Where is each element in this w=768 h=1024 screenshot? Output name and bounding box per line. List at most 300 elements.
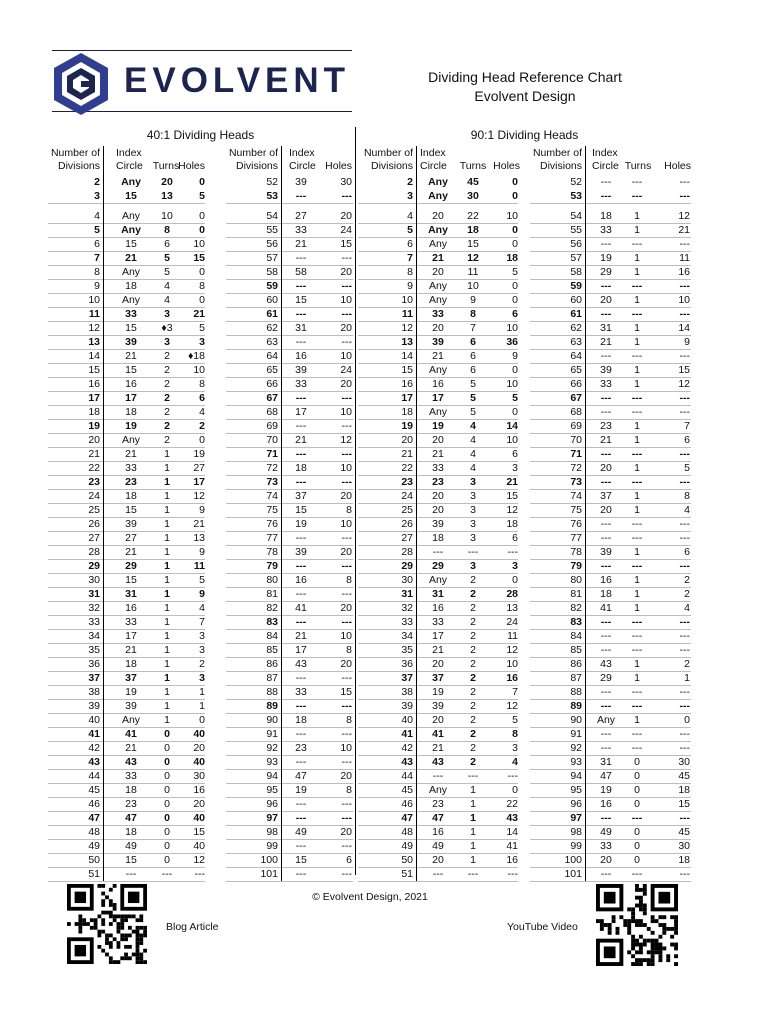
table-row [530, 559, 691, 574]
title-line-2: Evolvent Design [474, 88, 576, 104]
video-qr-code-icon[interactable] [596, 884, 684, 966]
index-circle-cell: 21 [125, 350, 137, 362]
divisions-cell: 47 [88, 812, 100, 824]
index-circle-cell: 16 [125, 602, 137, 614]
divisions-cell: 71 [570, 448, 582, 460]
divisions-cell: 3 [94, 190, 100, 202]
index-circle-cell: 20 [432, 266, 444, 278]
index-circle-cell: 33 [295, 224, 307, 236]
divisions-cell: 26 [88, 518, 100, 530]
table-row [226, 223, 353, 238]
turns-cell: --- [631, 686, 643, 698]
divisions-cell: 28 [88, 546, 100, 558]
table-row [530, 189, 691, 204]
header-holes: Holes [664, 160, 691, 172]
table-row [530, 671, 691, 686]
divisions-cell: 93 [570, 756, 582, 768]
index-circle-cell: 41 [125, 728, 137, 740]
index-circle-cell: --- [295, 756, 307, 768]
index-circle-cell: --- [295, 728, 307, 740]
holes-cell: 4 [684, 602, 690, 614]
header-circle: Circle [116, 160, 143, 172]
divisions-cell: 41 [88, 728, 100, 740]
blog-qr-code-icon[interactable] [67, 884, 153, 964]
table-row [48, 251, 205, 266]
index-circle-cell: 31 [125, 588, 137, 600]
table-row [48, 853, 205, 868]
divisions-cell: 90 [266, 714, 278, 726]
holes-cell: --- [679, 392, 690, 404]
index-circle-cell: 43 [432, 756, 444, 768]
divisions-cell: 72 [570, 462, 582, 474]
index-circle-cell: 39 [295, 176, 307, 188]
table-row [48, 363, 205, 378]
table-row [358, 279, 518, 294]
table-row [358, 615, 518, 630]
holes-cell: 15 [193, 252, 205, 264]
index-circle-cell: 21 [125, 448, 137, 460]
turns-cell: 4 [470, 420, 476, 432]
index-circle-cell: 29 [600, 266, 612, 278]
holes-cell: --- [341, 280, 352, 292]
table-row [48, 475, 205, 490]
turns-cell: 0 [634, 826, 640, 838]
table-row [48, 825, 205, 840]
divisions-cell: 61 [266, 308, 278, 320]
divisions-cell: 79 [266, 560, 278, 572]
index-circle-cell: 23 [125, 476, 137, 488]
divisions-cell: 35 [88, 644, 100, 656]
holes-cell: 10 [340, 294, 352, 306]
holes-cell: 8 [512, 728, 518, 740]
divisions-cell: 67 [266, 392, 278, 404]
divisions-cell: 43 [401, 756, 413, 768]
divisions-cell: 66 [266, 378, 278, 390]
holes-cell: --- [679, 280, 690, 292]
table-row [358, 797, 518, 812]
divisions-cell: 53 [570, 190, 582, 202]
table-row [530, 391, 691, 406]
divisions-cell: 5 [94, 224, 100, 236]
holes-cell: 3 [199, 672, 205, 684]
holes-cell: 20 [340, 602, 352, 614]
table-row [48, 671, 205, 686]
divisions-cell: 15 [88, 364, 100, 376]
table-row [530, 349, 691, 364]
header-circle: Circle [420, 160, 447, 172]
divisions-cell: 82 [570, 602, 582, 614]
turns-cell: 1 [164, 462, 170, 474]
holes-cell: --- [679, 448, 690, 460]
holes-cell: 24 [340, 224, 352, 236]
divisions-cell: 54 [570, 210, 582, 222]
table-row [226, 377, 353, 392]
divisions-cell: 44 [401, 770, 413, 782]
turns-cell: 1 [470, 840, 476, 852]
divisions-cell: 18 [88, 406, 100, 418]
table-row [48, 769, 205, 784]
index-circle-cell: --- [432, 770, 444, 782]
divisions-cell: 6 [94, 238, 100, 250]
divisions-cell: 52 [266, 176, 278, 188]
holes-cell: --- [341, 812, 352, 824]
turns-cell: 5 [164, 266, 170, 278]
index-circle-cell: 29 [432, 560, 444, 572]
holes-cell: --- [679, 308, 690, 320]
table-row [358, 643, 518, 658]
turns-cell: --- [631, 812, 643, 824]
table-row [530, 175, 691, 189]
holes-cell: --- [679, 630, 690, 642]
holes-cell: --- [679, 176, 690, 188]
divisions-cell: 12 [401, 322, 413, 334]
holes-cell: 3 [199, 644, 205, 656]
holes-cell: 1 [684, 672, 690, 684]
table-row [48, 209, 205, 224]
table-row [530, 839, 691, 854]
turns-cell: 4 [164, 294, 170, 306]
divisions-cell: 40 [401, 714, 413, 726]
table-row [226, 237, 353, 252]
index-circle-cell: 39 [432, 700, 444, 712]
holes-cell: 9 [684, 336, 690, 348]
table-row [530, 293, 691, 308]
index-circle-cell: 47 [432, 812, 444, 824]
index-circle-cell: --- [600, 700, 612, 712]
holes-cell: 0 [199, 176, 205, 188]
holes-cell: --- [341, 868, 352, 880]
header-index: Index [420, 147, 446, 159]
index-circle-cell: 49 [295, 826, 307, 838]
table-row [226, 447, 353, 462]
index-circle-cell: 15 [295, 504, 307, 516]
turns-cell: --- [631, 476, 643, 488]
table-row [226, 265, 353, 280]
table-row [530, 377, 691, 392]
table-row [358, 587, 518, 602]
table-row [530, 209, 691, 224]
holes-cell: 5 [512, 392, 518, 404]
table-row [226, 419, 353, 434]
divisions-cell: 31 [88, 588, 100, 600]
turns-cell: 1 [470, 812, 476, 824]
holes-cell: 14 [506, 826, 518, 838]
table-row [358, 839, 518, 854]
index-circle-cell: 21 [295, 434, 307, 446]
holes-cell: 0 [512, 294, 518, 306]
holes-cell: 18 [678, 854, 690, 866]
turns-cell: 2 [470, 700, 476, 712]
table-row [530, 237, 691, 252]
table-row [530, 643, 691, 658]
turns-cell: 10 [161, 210, 173, 222]
holes-cell: 8 [346, 714, 352, 726]
divisions-cell: 21 [88, 448, 100, 460]
index-circle-cell: --- [295, 532, 307, 544]
table-row [530, 573, 691, 588]
turns-cell: 20 [161, 176, 173, 188]
table-row [226, 405, 353, 420]
turns-cell: --- [467, 546, 479, 558]
holes-cell: 8 [684, 490, 690, 502]
table-row [48, 349, 205, 364]
holes-cell: --- [341, 616, 352, 628]
table-row [48, 489, 205, 504]
holes-cell: 19 [193, 448, 205, 460]
holes-cell: 0 [512, 280, 518, 292]
turns-cell: 2 [164, 392, 170, 404]
index-circle-cell: 17 [432, 630, 444, 642]
section-divider [355, 127, 356, 875]
index-circle-cell: 21 [600, 434, 612, 446]
index-circle-cell: 15 [125, 190, 137, 202]
holes-cell: 15 [340, 686, 352, 698]
holes-cell: 12 [678, 210, 690, 222]
divisions-cell: 4 [94, 210, 100, 222]
table-row [226, 783, 353, 798]
holes-cell: 3 [199, 336, 205, 348]
divisions-cell: 23 [88, 476, 100, 488]
divisions-cell: 6 [407, 238, 413, 250]
index-circle-cell: 27 [295, 210, 307, 222]
table-row [358, 741, 518, 756]
divisions-cell: 18 [401, 406, 413, 418]
holes-cell: ♦18 [187, 350, 205, 362]
holes-cell: 9 [512, 350, 518, 362]
index-circle-cell: 18 [125, 490, 137, 502]
turns-cell: 0 [164, 742, 170, 754]
divisions-cell: 64 [266, 350, 278, 362]
table-row [226, 741, 353, 756]
table-row [358, 503, 518, 518]
table-row [226, 867, 353, 882]
index-circle-cell: --- [295, 588, 307, 600]
divisions-cell: 87 [266, 672, 278, 684]
holes-cell: 16 [506, 672, 518, 684]
divisions-cell: 17 [88, 392, 100, 404]
table-row [358, 629, 518, 644]
index-circle-cell: 33 [600, 378, 612, 390]
divisions-cell: 9 [407, 280, 413, 292]
table-row [530, 531, 691, 546]
table-row [48, 307, 205, 322]
holes-cell: 21 [506, 476, 518, 488]
turns-cell: --- [631, 700, 643, 712]
turns-cell: 1 [164, 588, 170, 600]
holes-cell: 4 [199, 602, 205, 614]
index-circle-cell: 15 [295, 854, 307, 866]
divisions-cell: 23 [401, 476, 413, 488]
table-row [48, 643, 205, 658]
turns-cell: --- [631, 868, 643, 880]
index-circle-cell: 18 [125, 826, 137, 838]
turns-cell: --- [631, 616, 643, 628]
divisions-cell: 43 [88, 756, 100, 768]
table-row [48, 559, 205, 574]
table-row [358, 363, 518, 378]
holes-cell: 11 [507, 630, 518, 642]
turns-cell: 1 [470, 798, 476, 810]
table-row [48, 727, 205, 742]
table-row [358, 755, 518, 770]
table-row [226, 601, 353, 616]
divisions-cell: 57 [570, 252, 582, 264]
table-row [48, 783, 205, 798]
holes-cell: 10 [340, 742, 352, 754]
index-circle-cell: 21 [432, 448, 444, 460]
index-circle-cell: --- [600, 350, 612, 362]
divisions-cell: 100 [260, 854, 278, 866]
holes-cell: --- [341, 190, 352, 202]
table-row [226, 209, 353, 224]
holes-cell: --- [341, 532, 352, 544]
turns-cell: 0 [634, 756, 640, 768]
holes-cell: 20 [340, 546, 352, 558]
divisions-cell: 86 [570, 658, 582, 670]
divisions-cell: 37 [401, 672, 413, 684]
divisions-cell: 90 [570, 714, 582, 726]
table-row [48, 699, 205, 714]
holes-cell: 20 [340, 658, 352, 670]
holes-cell: 8 [346, 574, 352, 586]
turns-cell: 2 [470, 602, 476, 614]
header-holes: Holes [178, 160, 205, 172]
table-row [358, 349, 518, 364]
index-circle-cell: Any [428, 224, 448, 236]
divisions-cell: 84 [570, 630, 582, 642]
table-row [48, 755, 205, 770]
index-circle-cell: 16 [295, 350, 307, 362]
divisions-cell: 81 [266, 588, 278, 600]
turns-cell: 2 [164, 420, 170, 432]
divisions-cell: 98 [266, 826, 278, 838]
divisions-cell: 74 [266, 490, 278, 502]
holes-cell: --- [341, 336, 352, 348]
holes-cell: 30 [678, 840, 690, 852]
divisions-cell: 11 [88, 308, 100, 320]
table-row [530, 321, 691, 336]
index-circle-cell: --- [295, 190, 307, 202]
divisions-cell: 60 [570, 294, 582, 306]
divisions-cell: 78 [570, 546, 582, 558]
holes-cell: 0 [512, 224, 518, 236]
index-circle-cell: 33 [432, 616, 444, 628]
holes-cell: 12 [193, 854, 205, 866]
turns-cell: --- [631, 630, 643, 642]
divisions-cell: 4 [407, 210, 413, 222]
index-circle-cell: 49 [600, 826, 612, 838]
turns-cell: 1 [634, 378, 640, 390]
index-circle-cell: 29 [125, 560, 137, 572]
holes-cell: --- [341, 476, 352, 488]
table-row [358, 475, 518, 490]
index-circle-cell: 37 [295, 490, 307, 502]
holes-cell: 20 [340, 266, 352, 278]
index-circle-cell: 33 [295, 378, 307, 390]
divisions-cell: 98 [570, 826, 582, 838]
divisions-cell: 11 [401, 308, 413, 320]
table-row [358, 447, 518, 462]
table-row [226, 335, 353, 350]
turns-cell: 10 [467, 280, 479, 292]
holes-cell: 8 [346, 504, 352, 516]
table-row [48, 461, 205, 476]
index-circle-cell: 20 [432, 490, 444, 502]
divisions-cell: 30 [88, 574, 100, 586]
index-circle-cell: 16 [432, 378, 444, 390]
index-circle-cell: 49 [432, 840, 444, 852]
turns-cell: 1 [164, 546, 170, 558]
divisions-cell: 66 [570, 378, 582, 390]
divisions-cell: 25 [88, 504, 100, 516]
index-circle-cell: 33 [600, 224, 612, 236]
divisions-cell: 45 [88, 784, 100, 796]
index-circle-cell: 15 [125, 854, 137, 866]
divisions-cell: 85 [570, 644, 582, 656]
turns-cell: 1 [634, 462, 640, 474]
table-row [358, 685, 518, 700]
table-row [530, 769, 691, 784]
holes-cell: 10 [340, 406, 352, 418]
table-row [530, 279, 691, 294]
divisions-cell: 45 [401, 784, 413, 796]
holes-cell: --- [679, 238, 690, 250]
table-row [48, 237, 205, 252]
table-row [226, 531, 353, 546]
index-circle-cell: --- [600, 476, 612, 488]
turns-cell: 2 [470, 714, 476, 726]
divisions-cell: 34 [88, 630, 100, 642]
turns-cell: 15 [467, 238, 479, 250]
table-row [48, 419, 205, 434]
divisions-cell: 95 [570, 784, 582, 796]
index-circle-cell: 16 [432, 602, 444, 614]
turns-cell: 1 [164, 602, 170, 614]
table-row [530, 825, 691, 840]
index-circle-cell: 39 [600, 546, 612, 558]
holes-cell: --- [679, 742, 690, 754]
holes-cell: 45 [678, 770, 690, 782]
index-circle-cell: --- [600, 518, 612, 530]
header-index: Index [116, 147, 142, 159]
table-row [358, 517, 518, 532]
turns-cell: 6 [470, 336, 476, 348]
turns-cell: --- [631, 280, 643, 292]
index-circle-cell: 31 [600, 756, 612, 768]
holes-cell: 18 [506, 252, 518, 264]
holes-cell: 9 [199, 588, 205, 600]
holes-cell: 13 [193, 532, 205, 544]
turns-cell: 1 [164, 658, 170, 670]
table-row [358, 769, 518, 784]
index-circle-cell: 20 [600, 294, 612, 306]
holes-cell: --- [679, 700, 690, 712]
holes-cell: 0 [199, 434, 205, 446]
holes-cell: 0 [512, 176, 518, 188]
table-row [530, 489, 691, 504]
turns-cell: 0 [164, 728, 170, 740]
index-circle-cell: 18 [600, 588, 612, 600]
index-circle-cell: --- [600, 392, 612, 404]
turns-cell: 2 [164, 364, 170, 376]
table-row [530, 265, 691, 280]
index-circle-cell: 39 [432, 518, 444, 530]
holes-cell: 30 [193, 770, 205, 782]
divisions-cell: 70 [266, 434, 278, 446]
table-row [48, 601, 205, 616]
table-row [358, 237, 518, 252]
table-row [48, 223, 205, 238]
